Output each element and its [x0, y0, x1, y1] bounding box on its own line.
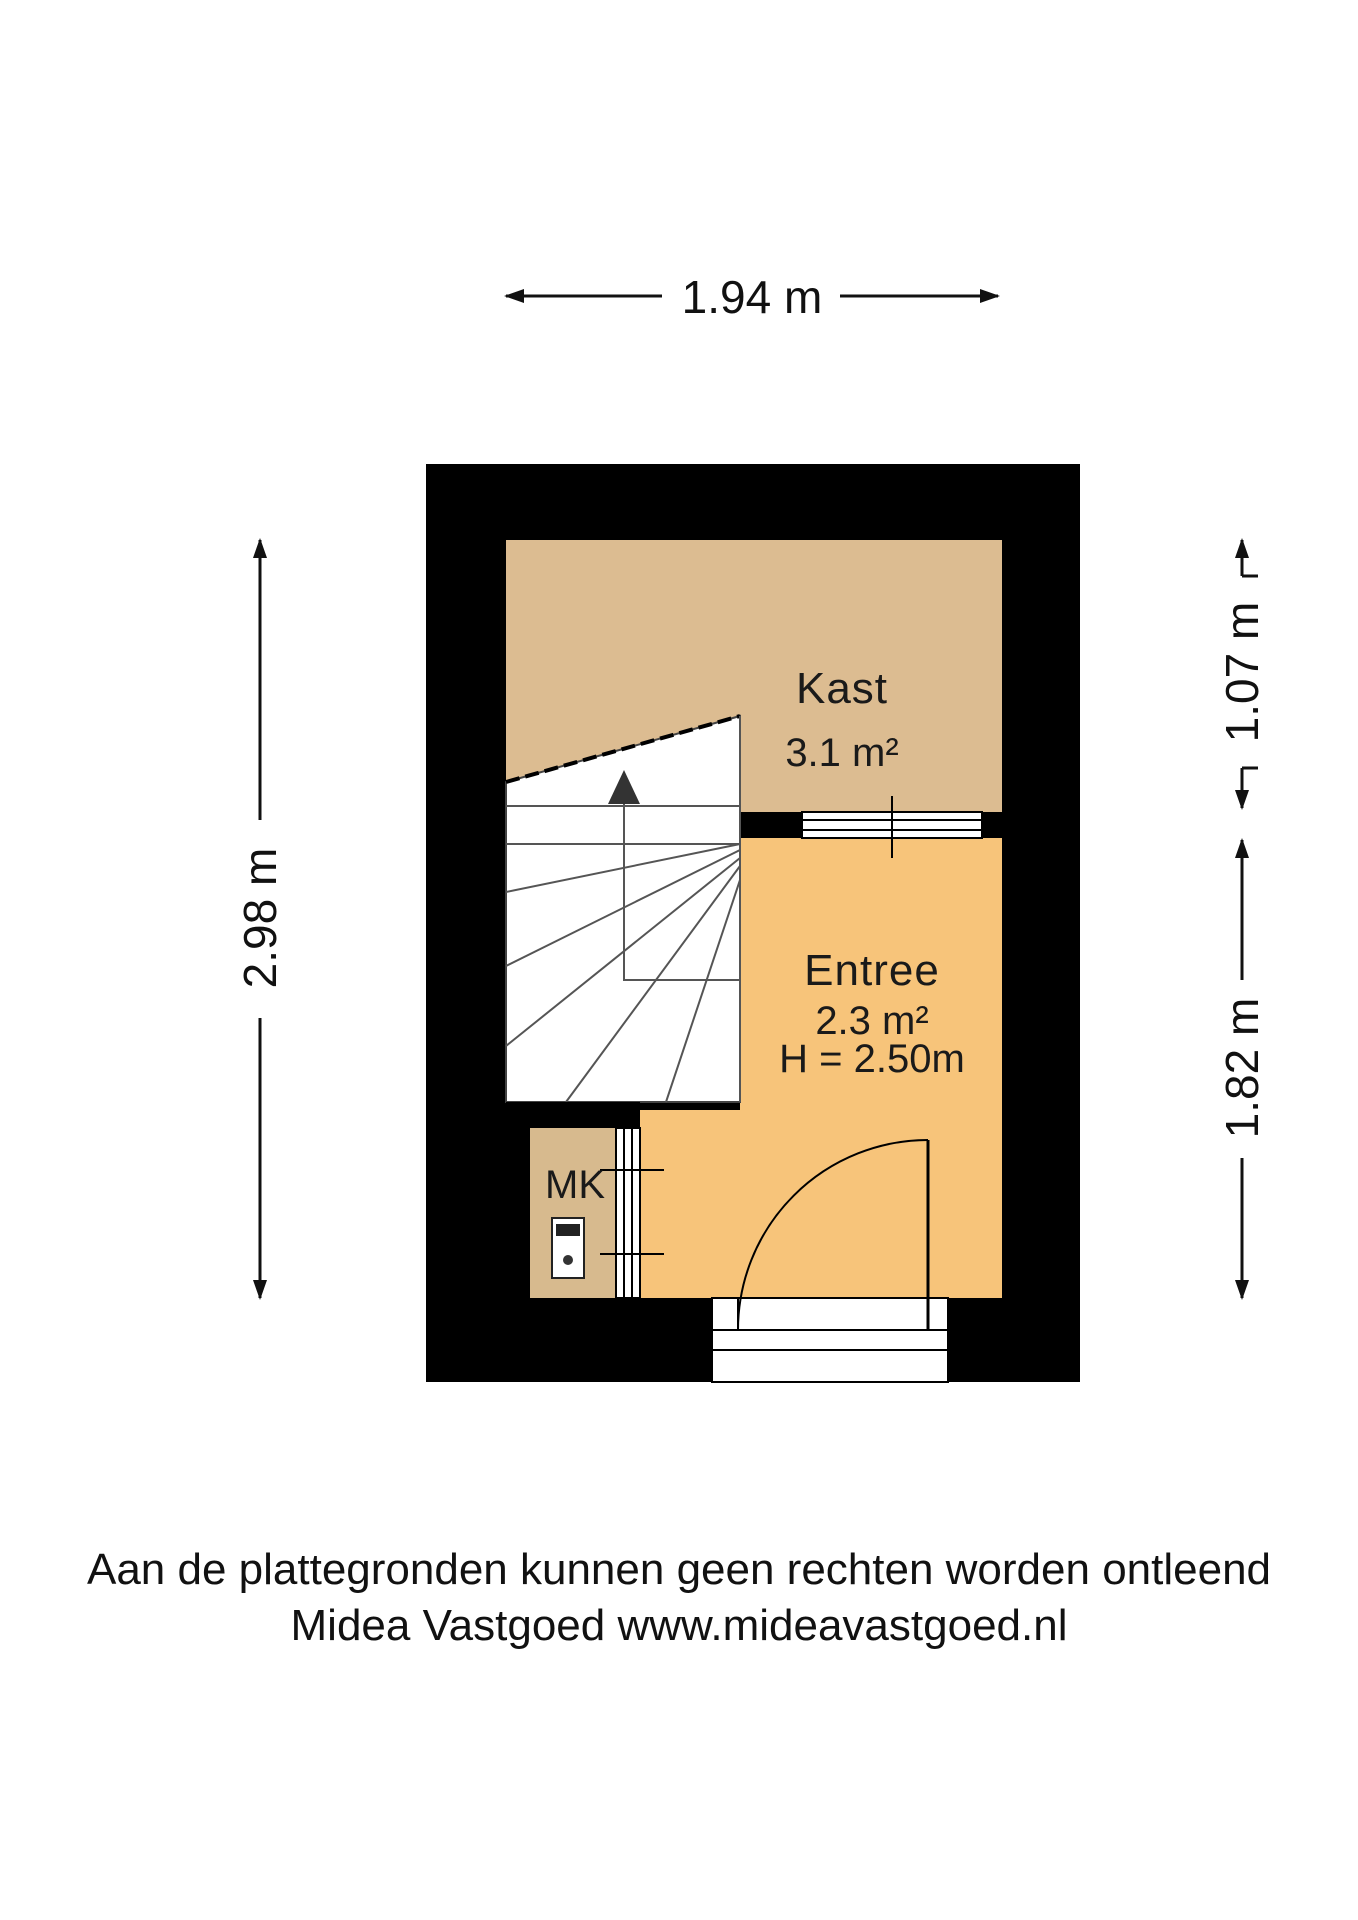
footer-disclaimer: Aan de plattegronden kunnen geen rechten worden ontleend	[86, 1545, 1272, 1594]
dimension-right-lower	[1216, 840, 1268, 1298]
room-mk-name: MK	[545, 1163, 605, 1207]
room-entree-area: 2.3 m²	[815, 999, 929, 1043]
dimension-width-label: 1.94 m	[681, 271, 823, 323]
dimension-right-upper-label: 1.07 m	[1216, 601, 1268, 743]
meter-icon	[552, 1218, 584, 1278]
dimension-height-label: 2.98 m	[234, 847, 286, 989]
dimension-height-left	[234, 540, 286, 1298]
room-entree-name: Entree	[804, 946, 940, 995]
room-kast-area: 3.1 m²	[785, 731, 899, 775]
staircase	[506, 716, 740, 1102]
wall-below-stairs	[506, 1102, 640, 1128]
dimension-right-lower-label: 1.82 m	[1216, 997, 1268, 1139]
room-kast-name: Kast	[795, 664, 889, 713]
room-entree-height: H = 2.50m	[779, 1037, 965, 1081]
footer-company: Midea Vastgoed www.mideavastgoed.nl	[290, 1601, 1068, 1650]
dimension-width-top	[506, 271, 998, 323]
wall-mk-left	[506, 1128, 530, 1298]
room-entree-lower	[640, 1110, 742, 1298]
dimension-right-upper	[1216, 540, 1268, 808]
